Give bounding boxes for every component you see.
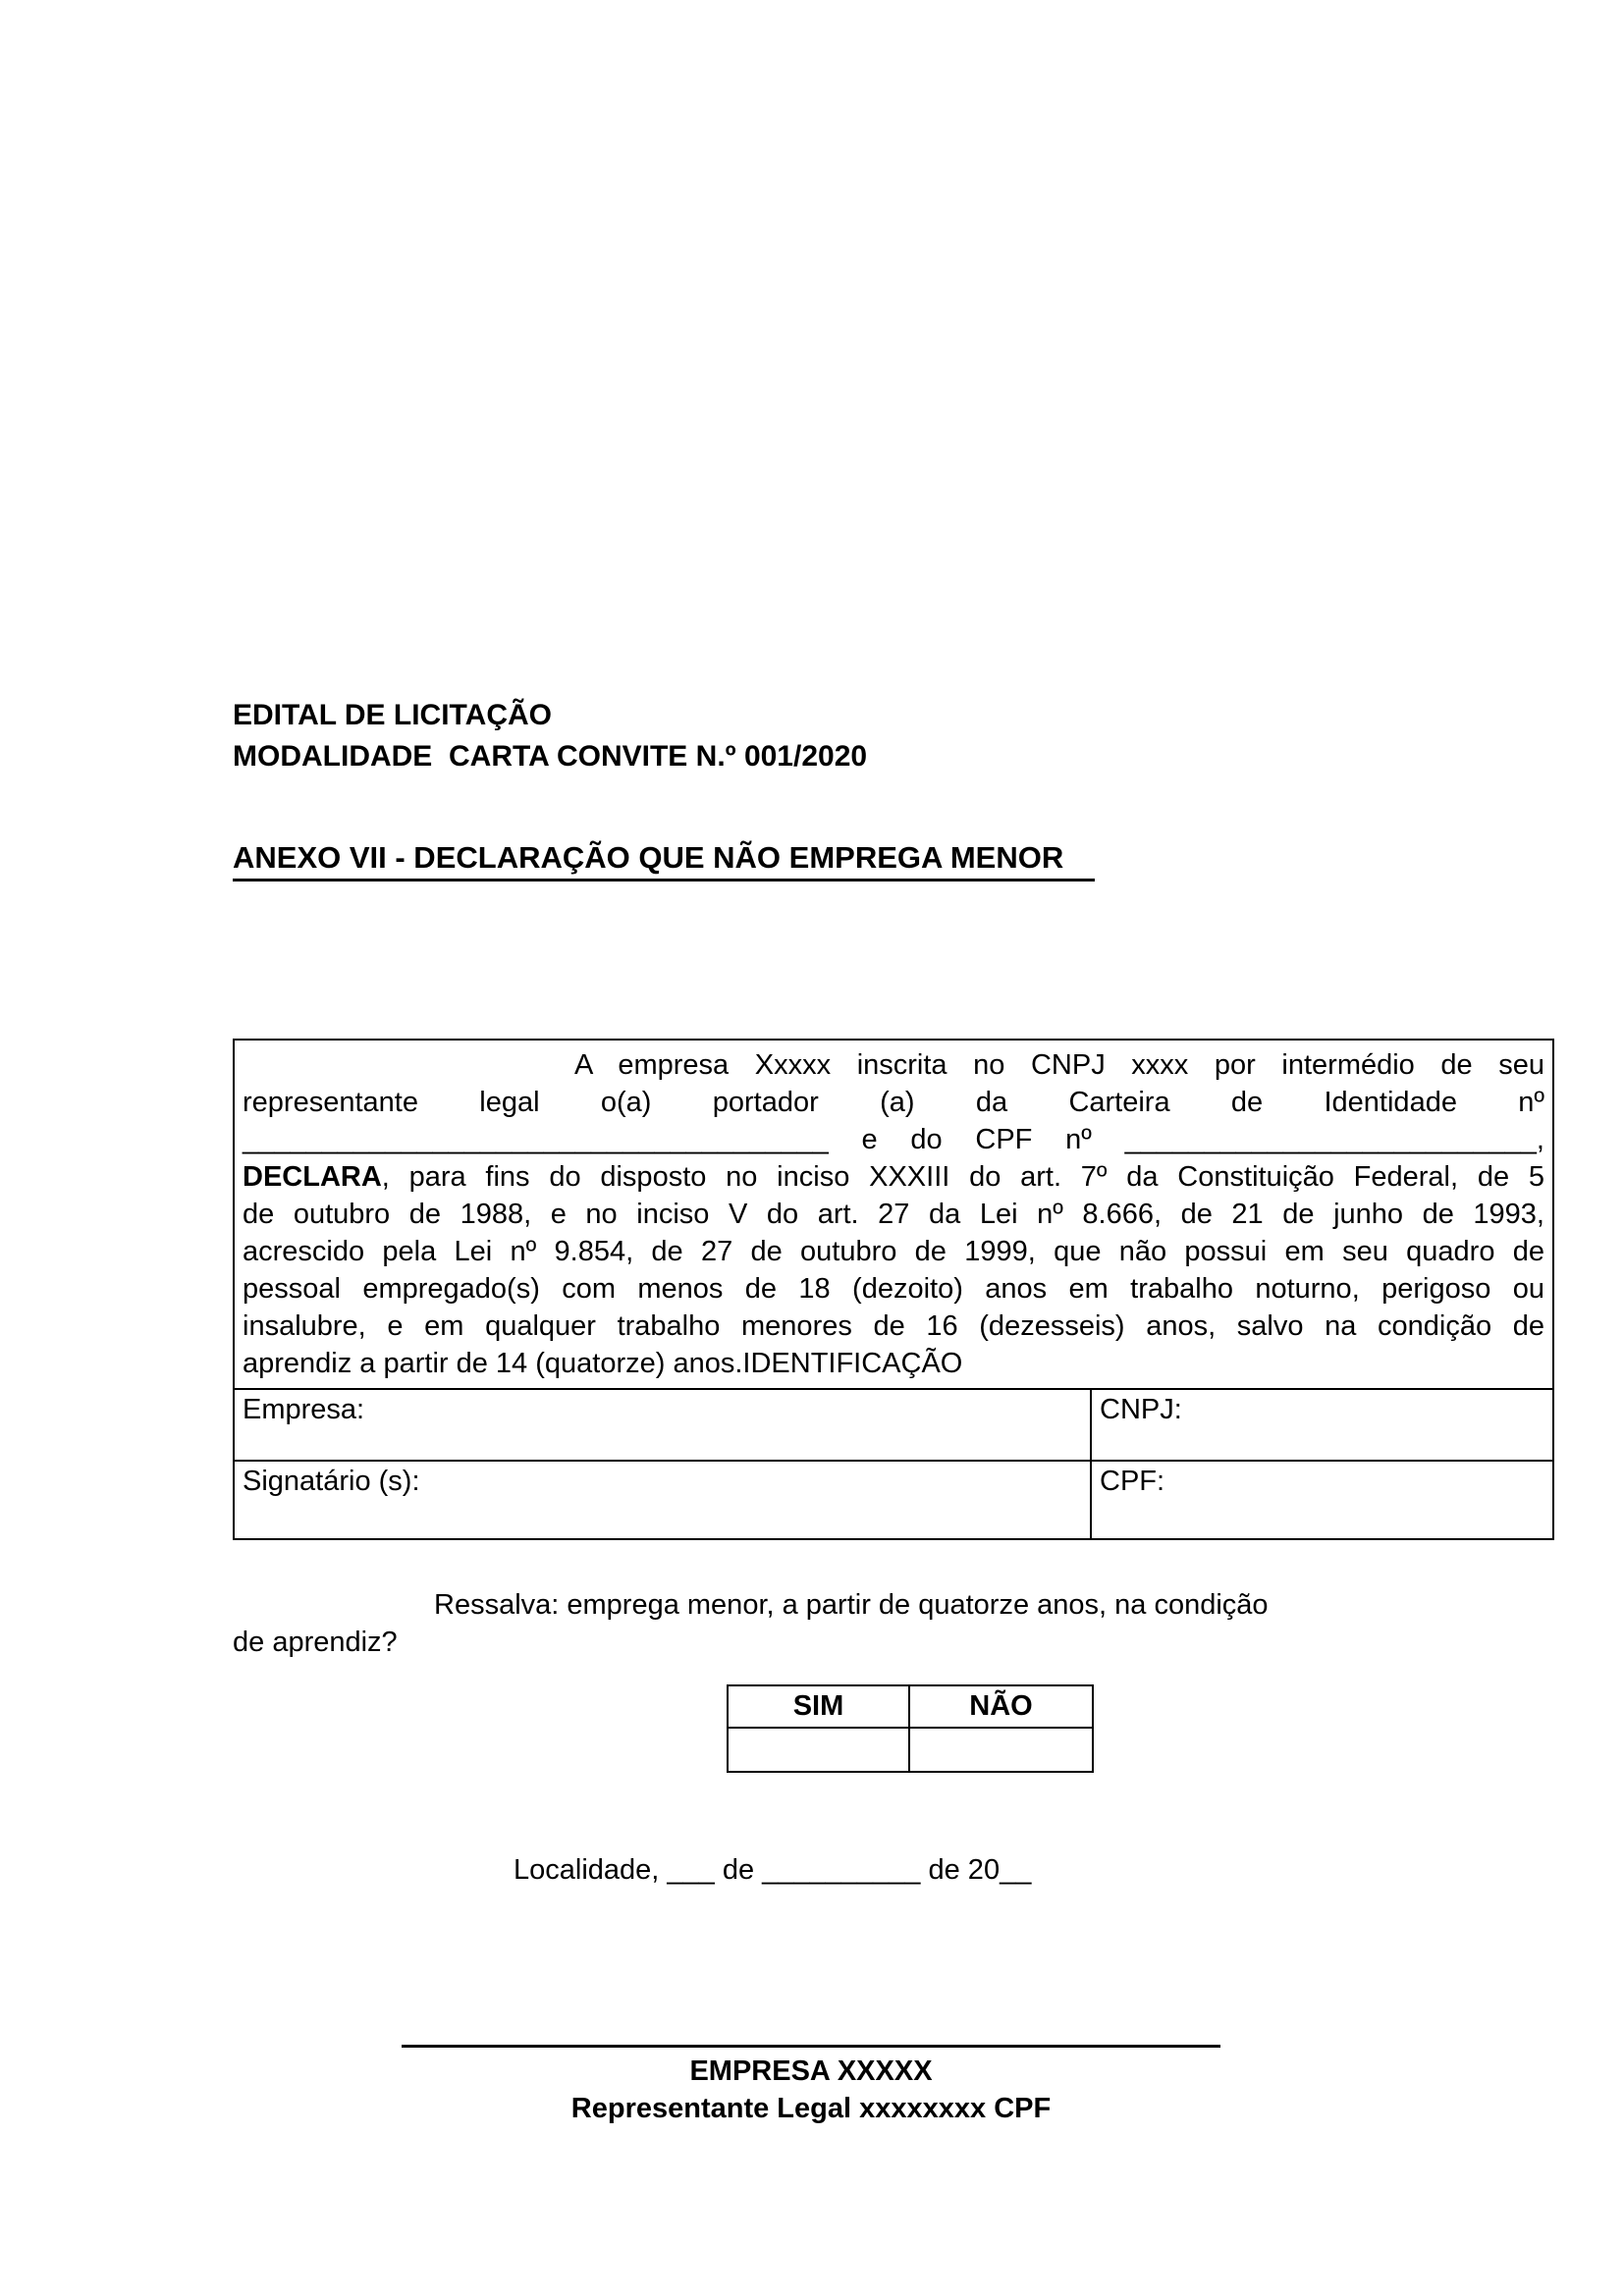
- identification-row-signatario: [235, 1460, 1552, 1538]
- header-line-2: MODALIDADE CARTA CONVITE N.º 001/2020: [233, 740, 868, 773]
- annex-title: [233, 840, 1095, 881]
- signature-rule: [402, 2045, 1220, 2048]
- sim-nao-header-row: [729, 1686, 1092, 1727]
- declaration-text: A empresa Xxxxx inscrita no CNPJ xxxx por intermédio de seu representante legal o(a) portador (a) da Carteira de Identidade nº _____________________________________ e do CPF nº __________________________, DECLARA, para fins do disposto no inciso XXXIII do art. 7º da Constituição Federal, de 5 de outubro de 1988, e no inciso V do art. 27 da Lei nº 8.666, de 21 de junho de 1993, acrescido pela Lei nº 9.854, de 27 de outubro de 1999, que não possui em seu quadro de pessoal empregado(s) com menos de 18 (dezoito) anos em trabalho noturno, perigoso ou insalubre, e em qualquer trabalho menores de 16 (dezesseis) anos, salvo na condição de aprendiz a partir de 14 (quatorze) anos.IDENTIFICAÇÃO: [243, 1049, 1544, 1379]
- cpf-label-cell: CPF:: [1100, 1466, 1165, 1497]
- identification-row-empresa: [235, 1388, 1552, 1460]
- sim-header-cell: SIM: [729, 1686, 910, 1727]
- declaration-box: [233, 1039, 1554, 1540]
- empresa-label-cell: Empresa:: [235, 1390, 1092, 1460]
- nao-answer-cell: [910, 1729, 1092, 1771]
- signatario-label-cell: Signatário (s):: [235, 1462, 1092, 1538]
- ressalva-paragraph: [233, 1586, 1554, 1661]
- signature-company: EMPRESA XXXXX: [689, 2056, 933, 2087]
- sim-nao-answer-row: [729, 1727, 1092, 1771]
- document-header: [233, 695, 1554, 777]
- sim-answer-cell: [729, 1729, 910, 1771]
- sim-nao-table: [727, 1684, 1094, 1773]
- annex-title-text: ANEXO VII - DECLARAÇÃO QUE NÃO EMPREGA MENOR: [233, 840, 1095, 881]
- date-line: Localidade, ___ de __________ de 20__: [514, 1854, 1032, 1886]
- nao-header-cell: NÃO: [969, 1690, 1033, 1722]
- ressalva-line-2: de aprendiz?: [233, 1627, 398, 1658]
- cnpj-label-cell: CNPJ:: [1100, 1394, 1182, 1425]
- signature-representative: Representante Legal xxxxxxxx CPF: [570, 2093, 1052, 2124]
- signature-block: [402, 2045, 1220, 2127]
- ressalva-line-1: Ressalva: emprega menor, a partir de quatorze anos, na condição: [434, 1589, 1269, 1621]
- header-line-1: EDITAL DE LICITAÇÃO: [233, 699, 552, 731]
